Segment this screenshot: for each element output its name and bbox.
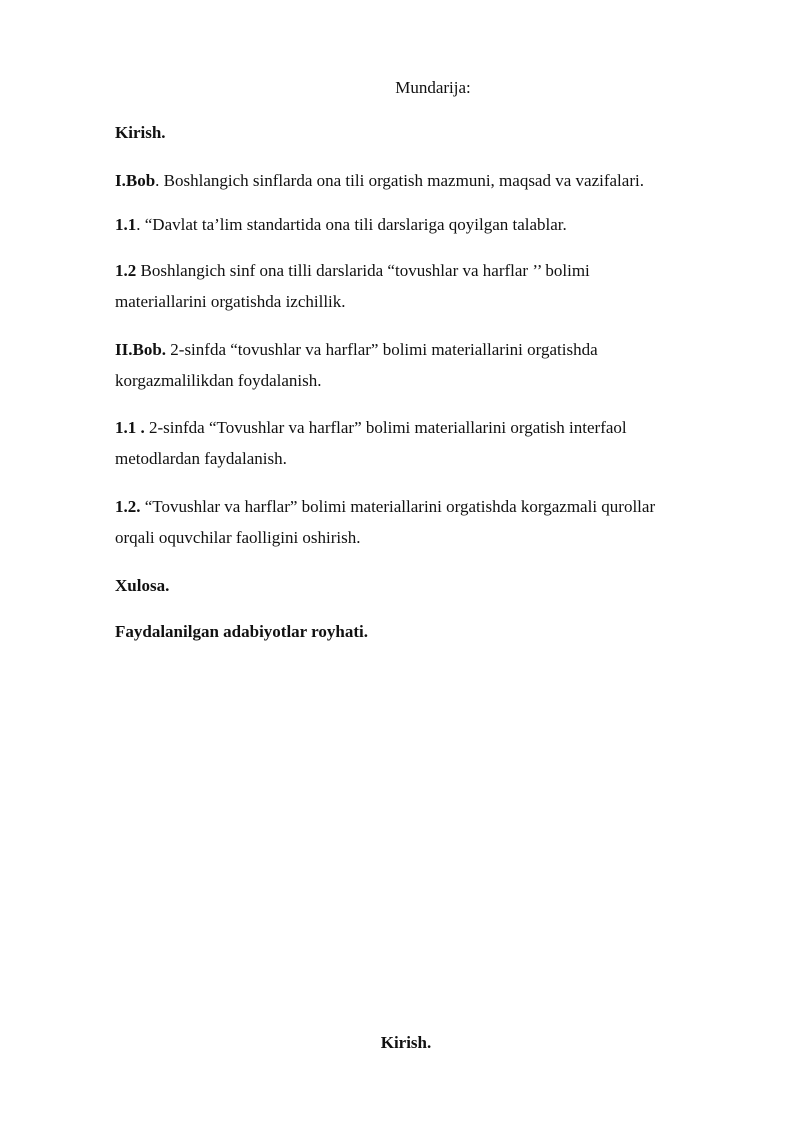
toc-entry-label: 1.1 .	[115, 418, 145, 437]
toc-entry-label: I.Bob	[115, 171, 156, 190]
toc-entry-kirish: Kirish.	[115, 123, 166, 142]
toc-entry-section-2-2	[115, 491, 735, 553]
toc-entry-text-continued: orqali oquvchilar faolligini oshirish.	[115, 528, 361, 547]
section-heading-kirish: Kirish.	[380, 1033, 432, 1052]
toc-entry-label: II.Bob.	[115, 340, 167, 359]
toc-title: Mundarija:	[395, 78, 471, 97]
toc-entry-label: 1.2.	[115, 497, 141, 516]
toc-entry-text-continued: korgazmalilikdan foydalanish.	[115, 371, 322, 390]
toc-entry-text-continued: metodlardan faydalanish.	[115, 449, 287, 468]
toc-entry-text: . “Davlat ta’lim standartida ona tili darslariga qoyilgan talablar.	[136, 215, 567, 234]
toc-entry-text-continued: materiallarini orgatishda izchillik.	[115, 292, 346, 311]
toc-entry-chapter-2	[115, 334, 735, 396]
toc-entry-section-1-1	[115, 209, 735, 240]
toc-entry-label: 1.2	[115, 261, 137, 280]
toc-entry-text: 2-sinfda “tovushlar va harflar” bolimi materiallarini orgatishda	[166, 340, 598, 359]
toc-entry-text: 2-sinfda “Tovushlar va harflar” bolimi materiallarini orgatish interfaol	[144, 418, 627, 437]
toc-entry-section-2-1	[115, 412, 735, 474]
toc-entry-chapter-1	[115, 165, 735, 196]
toc-entry-text: “Tovushlar va harflar” bolimi materiallarini orgatishda korgazmali qurollar	[140, 497, 656, 516]
toc-entry-section-1-2	[115, 255, 735, 317]
toc-entry-label: 1.1	[115, 215, 137, 234]
toc-entry-text: Boshlangich sinf ona tilli darslarida “tovushlar va harflar ’’ bolimi	[136, 261, 590, 280]
toc-entry-references: Faydalanilgan adabiyotlar royhati.	[115, 622, 368, 641]
toc-entry-text: . Boshlangich sinflarda ona tili orgatish mazmuni, maqsad va vazifalari.	[155, 171, 644, 190]
toc-entry-xulosa: Xulosa.	[115, 576, 170, 595]
